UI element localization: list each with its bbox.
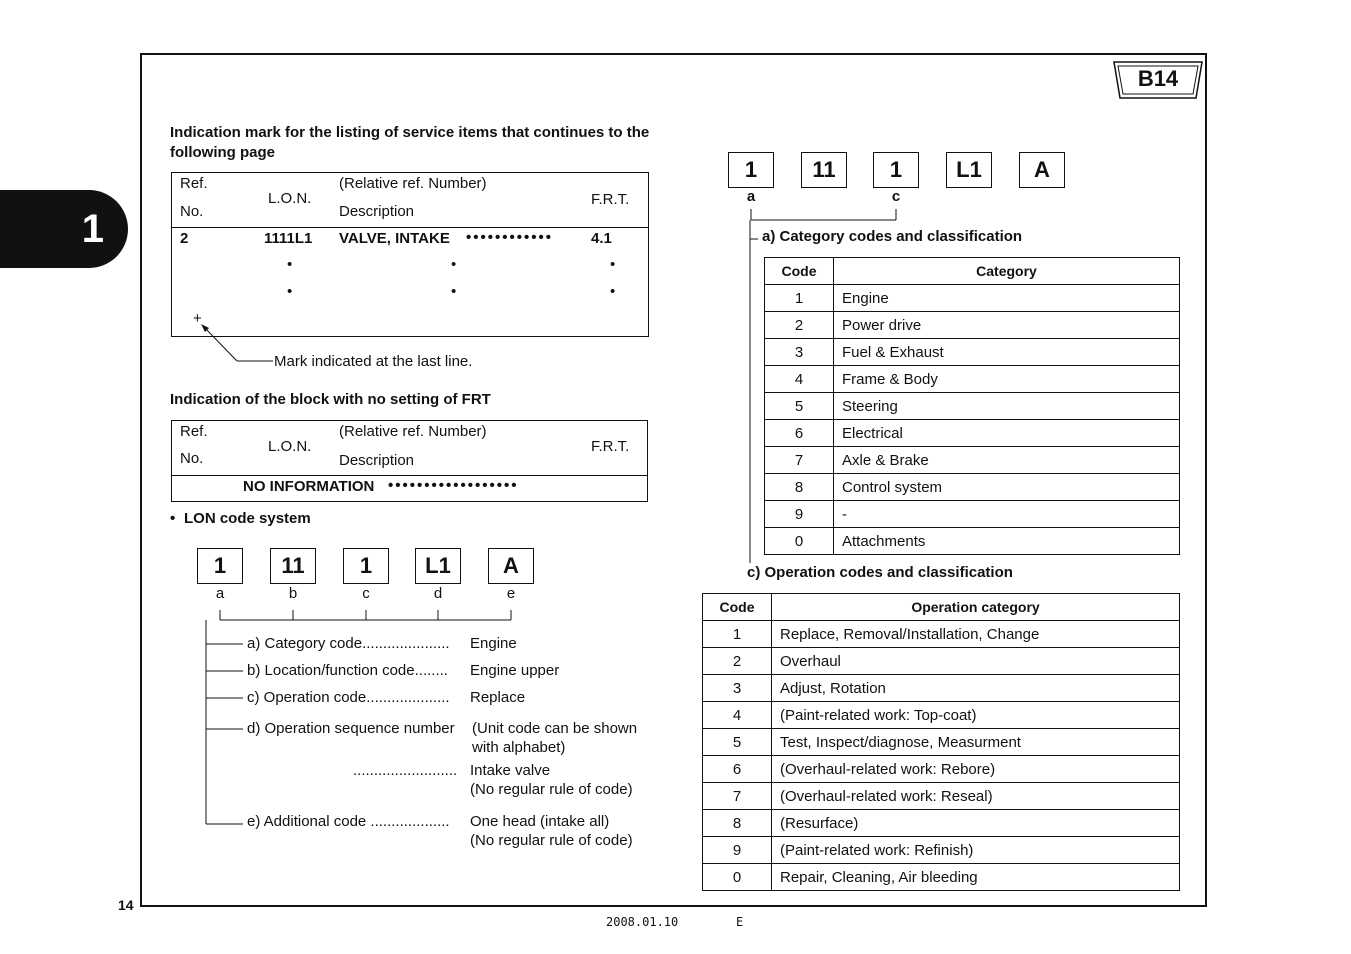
lon-code-box: 1 <box>197 548 243 584</box>
cell-code: 7 <box>703 783 772 810</box>
table-row <box>703 729 1180 756</box>
cell-code: 9 <box>765 501 834 528</box>
lon-letter: d <box>433 585 443 602</box>
chapter-number: 1 <box>81 206 104 251</box>
right-code-box: L1 <box>946 152 992 188</box>
header-lon: L.O.N. <box>268 190 312 207</box>
row-dot-leader: •••••••••••• <box>466 229 554 246</box>
lon-letter: b <box>288 585 298 602</box>
table-row <box>703 837 1180 864</box>
table-header-row <box>703 594 1180 621</box>
column-header-operation: Operation category <box>772 594 1180 621</box>
table-row <box>703 864 1180 891</box>
table-row <box>765 393 1180 420</box>
cell-code: 6 <box>703 756 772 783</box>
explain-d-value: with alphabet) <box>472 739 566 756</box>
section-continued-title: Indication mark for the listing of service items that continues to the following page <box>170 124 650 161</box>
explain-c-label: c) Operation code.................... <box>247 689 450 706</box>
table-header-row <box>765 258 1180 285</box>
table-row <box>765 528 1180 555</box>
explain-a-value: Engine <box>470 635 517 652</box>
explain-e-value: One head (intake all) <box>470 813 610 830</box>
explain-e-value: (No regular rule of code) <box>470 832 633 849</box>
column-header-code: Code <box>703 594 772 621</box>
row-ref: 2 <box>180 230 189 247</box>
right-letter-c: c <box>891 188 901 205</box>
footer-code: E <box>736 915 744 929</box>
cell-name: (Paint-related work: Top-coat) <box>772 702 1180 729</box>
header-description: Description <box>339 203 415 220</box>
footer-date: 2008.01.10 <box>606 915 679 929</box>
cell-name: - <box>834 501 1180 528</box>
cell-name: Control system <box>834 474 1180 501</box>
category-table <box>764 257 1180 555</box>
cell-code: 2 <box>703 648 772 675</box>
header-ref: Ref. <box>180 175 208 192</box>
right-code-box: 1 <box>873 152 919 188</box>
right-code-box: A <box>1019 152 1065 188</box>
header-lon: L.O.N. <box>268 438 312 455</box>
cell-code: 4 <box>765 366 834 393</box>
cell-code: 8 <box>765 474 834 501</box>
cell-name: (Overhaul-related work: Rebore) <box>772 756 1180 783</box>
cell-name: Adjust, Rotation <box>772 675 1180 702</box>
row-desc: VALVE, INTAKE <box>339 230 450 247</box>
column-header-code: Code <box>765 258 834 285</box>
right-letter-a: a <box>746 188 756 205</box>
cell-name: Electrical <box>834 420 1180 447</box>
page-badge <box>1112 60 1204 100</box>
column-header-category: Category <box>834 258 1180 285</box>
cell-name: Overhaul <box>772 648 1180 675</box>
row-frt: 4.1 <box>591 230 612 247</box>
cell-code: 0 <box>765 528 834 555</box>
cell-name: Axle & Brake <box>834 447 1180 474</box>
cell-name: (Paint-related work: Refinish) <box>772 837 1180 864</box>
right-code-box: 1 <box>728 152 774 188</box>
cell-code: 9 <box>703 837 772 864</box>
header-no: No. <box>180 203 204 220</box>
header-frt: F.R.T. <box>591 191 630 208</box>
lon-letter: c <box>362 585 370 602</box>
no-info-dot-leader: •••••••••••••••••• <box>388 477 519 494</box>
category-title: a) Category codes and classification <box>762 228 1023 245</box>
continuation-dot: • <box>287 256 293 273</box>
cell-code: 5 <box>765 393 834 420</box>
table-row <box>765 339 1180 366</box>
table-row <box>703 648 1180 675</box>
table-row <box>765 366 1180 393</box>
explain-d-value: Intake valve <box>470 762 551 779</box>
lon-bullet: • <box>170 510 176 527</box>
continuation-dot: • <box>451 283 457 300</box>
mark-leader-arrow <box>195 318 275 366</box>
table-row <box>703 621 1180 648</box>
table-row <box>765 285 1180 312</box>
continuation-dot: • <box>610 283 616 300</box>
cell-code: 5 <box>703 729 772 756</box>
continuation-dot: • <box>287 283 293 300</box>
explain-c-value: Replace <box>470 689 526 706</box>
mark-note: Mark indicated at the last line. <box>274 353 473 370</box>
cell-code: 4 <box>703 702 772 729</box>
lon-code-box: 11 <box>270 548 316 584</box>
cell-name: Fuel & Exhaust <box>834 339 1180 366</box>
table-row <box>765 420 1180 447</box>
lon-code-box: A <box>488 548 534 584</box>
table-row <box>703 756 1180 783</box>
cell-name: Repair, Cleaning, Air bleeding <box>772 864 1180 891</box>
cell-name: Test, Inspect/diagnose, Measurment <box>772 729 1180 756</box>
plus-mark: + <box>193 310 202 327</box>
table-divider <box>171 475 648 476</box>
explain-d-dots: ......................... <box>353 762 458 779</box>
cell-name: Engine <box>834 285 1180 312</box>
cell-code: 0 <box>703 864 772 891</box>
section-no-frt-title: Indication of the block with no setting of FRT <box>170 391 491 408</box>
explain-d-value: (Unit code can be shown <box>472 720 638 737</box>
table-row <box>703 702 1180 729</box>
cell-name: Frame & Body <box>834 366 1180 393</box>
explain-b-label: b) Location/function code........ <box>247 662 448 679</box>
table-row <box>765 474 1180 501</box>
table-row <box>765 312 1180 339</box>
right-code-box: 11 <box>801 152 847 188</box>
cell-code: 2 <box>765 312 834 339</box>
cell-code: 3 <box>703 675 772 702</box>
cell-code: 1 <box>703 621 772 648</box>
cell-name: (Overhaul-related work: Reseal) <box>772 783 1180 810</box>
badge-label: B14 <box>1137 66 1179 91</box>
table-row <box>765 501 1180 528</box>
continued-table <box>171 172 649 337</box>
explain-b-value: Engine upper <box>470 662 560 679</box>
operation-table <box>702 593 1180 891</box>
row-lon: 1111L1 <box>264 230 313 247</box>
lon-letter: a <box>215 585 225 602</box>
cell-name: Power drive <box>834 312 1180 339</box>
table-divider <box>171 227 649 228</box>
header-no: No. <box>180 450 204 467</box>
table-row <box>703 783 1180 810</box>
lon-code-box: 1 <box>343 548 389 584</box>
cell-code: 3 <box>765 339 834 366</box>
no-information: NO INFORMATION <box>243 478 375 495</box>
page-number: 14 <box>118 897 134 913</box>
lon-title: LON code system <box>184 510 311 527</box>
header-rel-ref: (Relative ref. Number) <box>339 423 487 440</box>
chapter-tab <box>0 190 128 268</box>
lon-letter: e <box>506 585 516 602</box>
table-row <box>703 675 1180 702</box>
header-ref: Ref. <box>180 423 208 440</box>
cell-code: 1 <box>765 285 834 312</box>
lon-code-box: L1 <box>415 548 461 584</box>
explain-d-value: (No regular rule of code) <box>470 781 633 798</box>
header-rel-ref: (Relative ref. Number) <box>339 175 487 192</box>
cell-name: (Resurface) <box>772 810 1180 837</box>
cell-name: Replace, Removal/Installation, Change <box>772 621 1180 648</box>
cell-code: 8 <box>703 810 772 837</box>
cell-code: 6 <box>765 420 834 447</box>
header-description: Description <box>339 452 415 469</box>
operation-title: c) Operation codes and classification <box>747 564 1013 581</box>
continuation-dot: • <box>451 256 457 273</box>
cell-name: Steering <box>834 393 1180 420</box>
table-row <box>703 810 1180 837</box>
explain-e-label: e) Additional code ................... <box>247 813 450 830</box>
continuation-dot: • <box>610 256 616 273</box>
table-row <box>765 447 1180 474</box>
explain-a-label: a) Category code..................... <box>247 635 450 652</box>
cell-code: 7 <box>765 447 834 474</box>
header-frt: F.R.T. <box>591 438 630 455</box>
cell-name: Attachments <box>834 528 1180 555</box>
explain-d-label: d) Operation sequence number <box>247 720 455 737</box>
